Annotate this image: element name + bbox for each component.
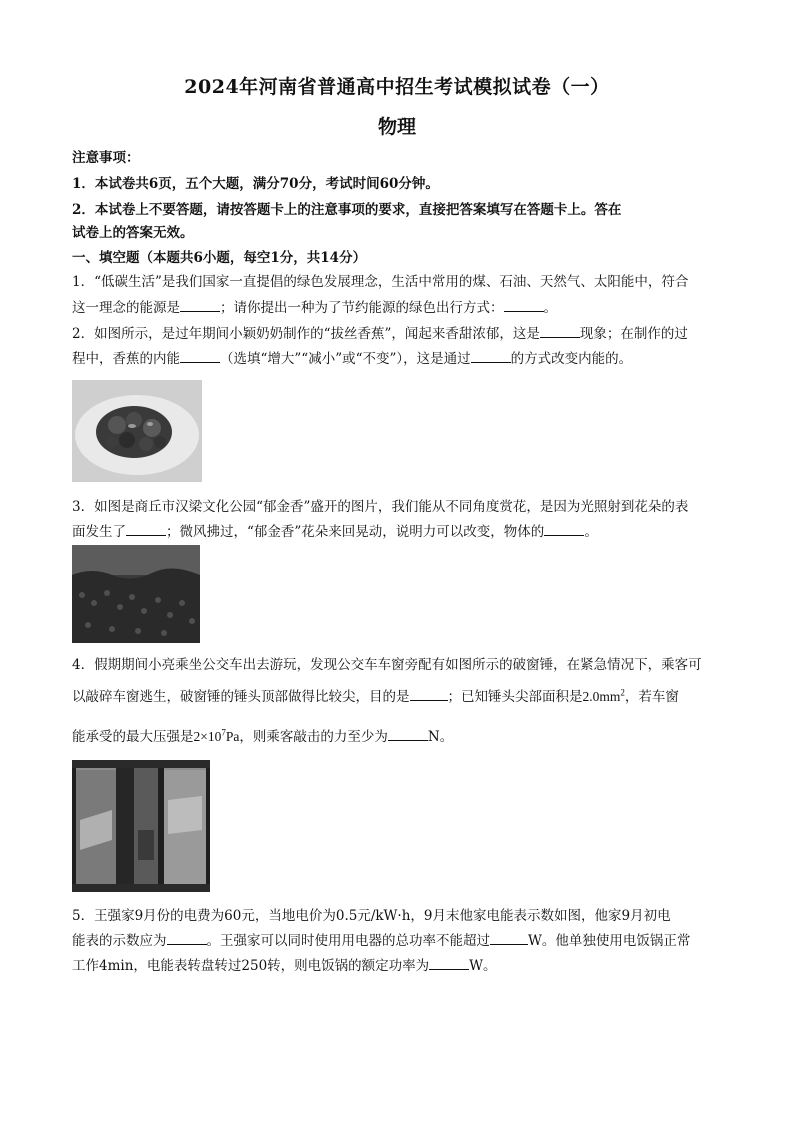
q1-blank-1 <box>180 297 220 312</box>
q5-line-3: 工作4min，电能表转盘转过250转，则电饭锅的额定功率为 W。 <box>72 953 722 979</box>
q4-line-1: 4．假期期间小亮乘坐公交车出去游玩，发现公交车车窗旁配有如图所示的破窗锤，在紧急情况下，乘客可 <box>72 657 702 673</box>
tulip-garden-photo <box>72 545 200 643</box>
q4-blank-1 <box>410 686 448 701</box>
q2-blank-1 <box>540 323 580 338</box>
q4-blank-2 <box>388 726 428 741</box>
q5-blank-1 <box>167 930 207 945</box>
q1-blank-2 <box>504 297 544 312</box>
subject-title: 物理 <box>377 116 416 138</box>
q4-line-3: 能承受的最大压强是$2\times 10^7Pa$，则乘客敲击的力至少为 N。 <box>72 727 454 745</box>
notes-item-2-line-2: 试卷上的答案无效。 <box>72 225 194 241</box>
section-1-heading: 一、填空题（本题共6小题，每空1分，共14分） <box>72 250 367 266</box>
q1-line-2: 这一理念的能源是 ；请你提出一种为了节约能源的绿色出行方式： 。 <box>72 295 722 321</box>
exam-title: 2024年河南省普通高中招生考试模拟试卷（一） <box>184 76 610 98</box>
notes-heading: 注意事项： <box>72 150 140 166</box>
q2-blank-3 <box>471 348 511 363</box>
q3-line-1: 3．如图是商丘市汉梁文化公园“郁金香”盛开的图片，我们能从不同角度赏花，是因为光照射到花朵的表 <box>72 499 689 515</box>
q3-blank-1 <box>126 521 166 536</box>
q5-blank-2 <box>490 930 528 945</box>
notes-item-1: 1．本试卷共6页，五个大题，满分70分，考试时间60分钟。 <box>72 176 439 192</box>
window-hammer-photo <box>72 760 210 892</box>
banana-dish-photo <box>72 380 202 482</box>
q2-line-2: 程中，香蕉的内能 （选填“增大”“减小”或“不变”），这是通过 的方式改变内能的。 <box>72 346 722 372</box>
q5-blank-3 <box>429 955 469 970</box>
q3-blank-2 <box>544 521 584 536</box>
q5-line-1: 5．王强家9月份的电费为60元，当地电价为0.5元/kW·h，9月末他家电能表示数如图，他家9月初电 <box>72 908 671 924</box>
q2-line-1: 2．如图所示，是过年期间小颖奶奶制作的“拔丝香蕉”，闻起来香甜浓郁，这是 现象；在制作的过 <box>72 321 722 347</box>
q2-blank-2 <box>180 348 220 363</box>
notes-item-2-line-1: 2．本试卷上不要答题，请按答题卡上的注意事项的要求，直接把答案填写在答题卡上。答在 <box>72 202 622 218</box>
q3-line-2: 面发生了 ；微风拂过，“郁金香”花朵来回晃动，说明力可以改变，物体的 。 <box>72 519 722 545</box>
q4-line-2: 以敲碎车窗逃生，破窗锤的锤头顶部做得比较尖，目的是 ；已知锤头尖部面积是$2.0mm^2$，若车窗 <box>72 687 679 705</box>
q5-line-2: 能表的示数应为 。王强家可以同时使用用电器的总功率不能超过 W。他单独使用电饭锅正常 <box>72 928 722 954</box>
q1-line-1: 1．“低碳生活”是我们国家一直提倡的绿色发展理念，生活中常用的煤、石油、天然气、太阳能中，符合 <box>72 274 689 290</box>
